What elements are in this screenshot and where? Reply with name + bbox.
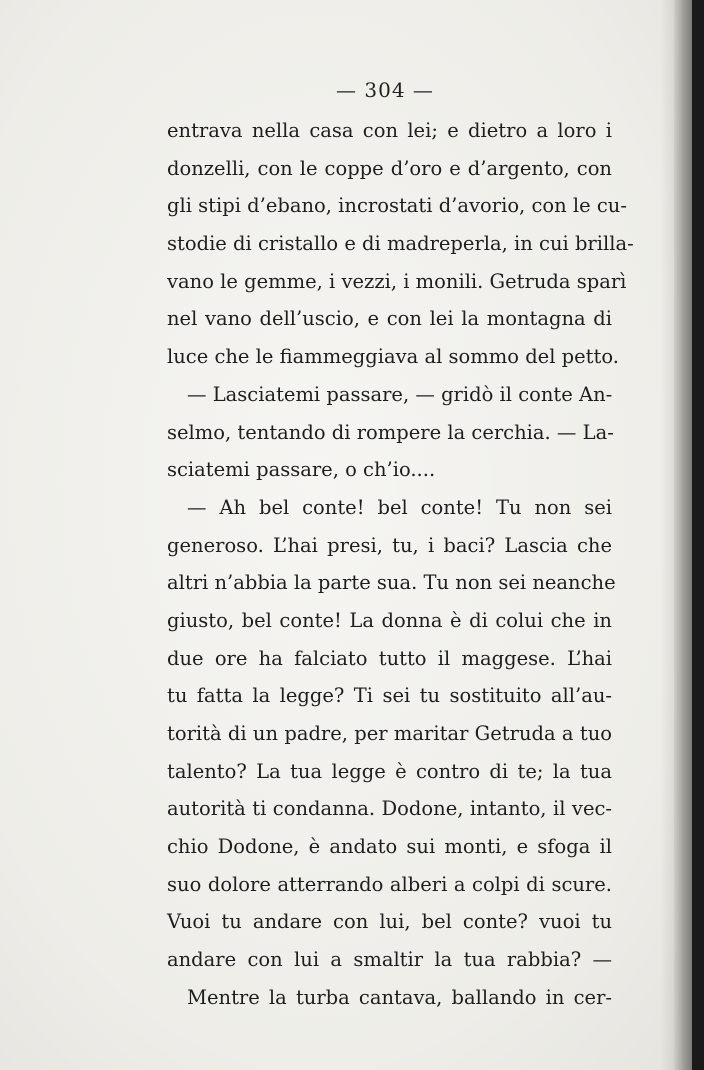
text-line: — Lasciatemi passare, — gridò il conte An- — [187, 382, 613, 406]
text-line: sciatemi passare, o ch’io.... — [167, 458, 436, 482]
text-line: Vuoi tu andare con lui, bel conte? vuoi tu — [167, 910, 612, 934]
text-line: gli stipi d’ebano, incrostati d’avorio, con le cu- — [167, 194, 627, 218]
page-edge — [674, 0, 692, 1070]
body-text — [167, 112, 634, 1017]
page-number: — 304 — — [336, 78, 434, 102]
text-line: generoso. L’hai presi, tu, i baci? Lascia che — [167, 533, 612, 557]
text-line: nel vano dell’uscio, e con lei la montagna di — [167, 307, 612, 331]
text-line: stodie di cristallo e di madreperla, in cui brilla- — [167, 232, 634, 256]
text-line: due ore ha falciato tutto il maggese. L’hai — [167, 646, 612, 670]
text-line: andare con lui a smaltir la tua rabbia? — — [167, 948, 612, 972]
text-line: giusto, bel conte! La donna è di colui che in — [167, 608, 612, 632]
text-line: tu fatta la legge? Ti sei tu sostituito all’au- — [167, 684, 612, 708]
text-line: — Ah bel conte! bel conte! Tu non sei — [187, 495, 612, 519]
binding-edge — [692, 0, 704, 1070]
page-gutter-shadow — [660, 0, 674, 1070]
text-line: entrava nella casa con lei; e dietro a loro i — [167, 119, 612, 142]
text-line: chio Dodone, è andato sui monti, e sfoga il — [167, 835, 612, 859]
text-line: donzelli, con le coppe d’oro e d’argento, con — [167, 156, 612, 180]
text-line: talento? La tua legge è contro di te; la tua — [167, 759, 612, 783]
text-line: suo dolore atterrando alberi a colpi di scure. — [167, 872, 612, 896]
text-line: autorità ti condanna. Dodone, intanto, il vec- — [167, 797, 612, 821]
text-line: luce che le fiammeggiava al sommo del petto. — [167, 345, 619, 369]
text-line: selmo, tentando di rompere la cerchia. — La- — [167, 420, 614, 444]
text-line: altri n’abbia la parte sua. Tu non sei neanche — [167, 571, 616, 595]
text-line: torità di un padre, per maritar Getruda a tuo — [167, 722, 612, 745]
text-line: vano le gemme, i vezzi, i monili. Getruda sparì — [167, 269, 627, 293]
text-line: Mentre la turba cantava, ballando in cer- — [187, 985, 612, 1009]
